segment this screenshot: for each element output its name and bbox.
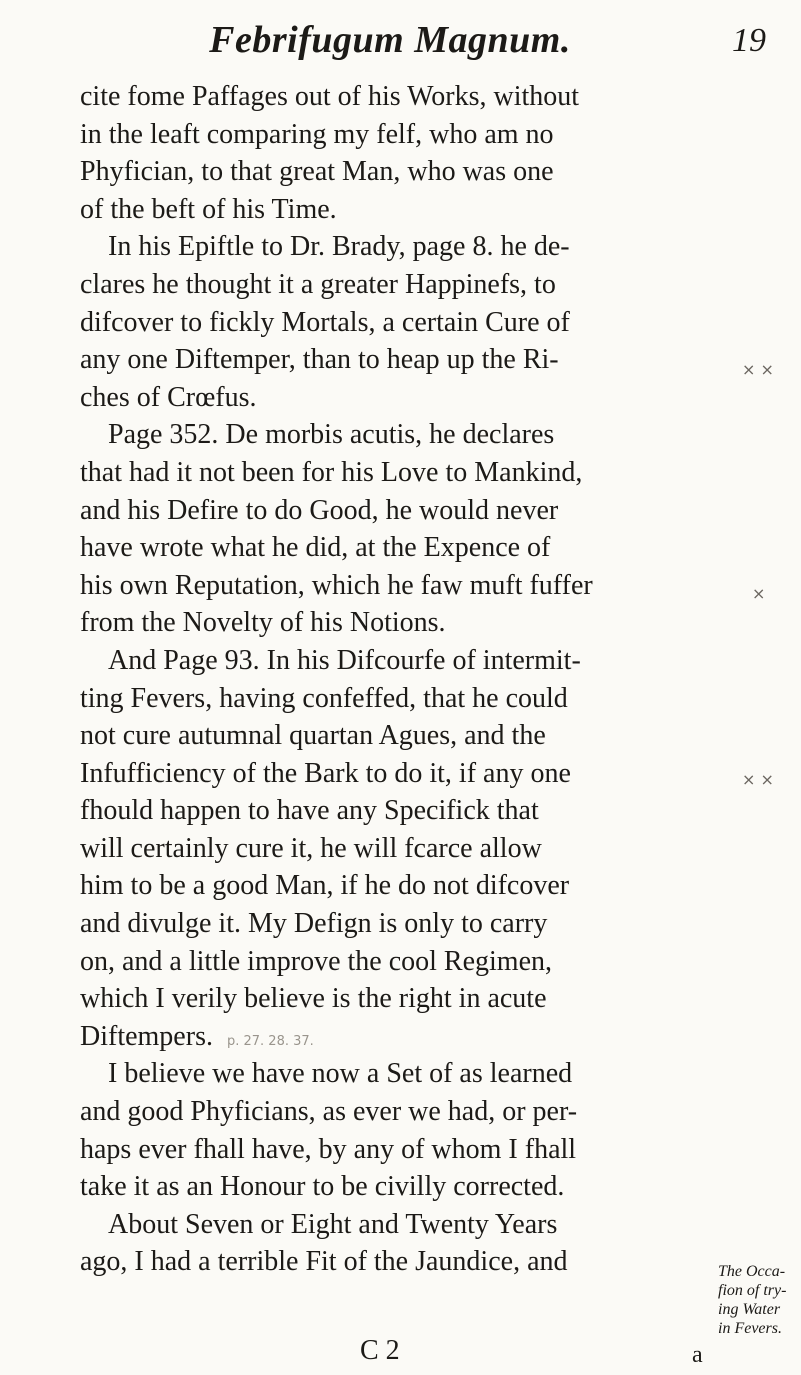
text-line: In his Epiftle to Dr. Brady, page 8. he de-	[108, 231, 570, 263]
text-line	[80, 1018, 720, 1056]
text-line: ago, I had a terrible Fit of the Jaundice, and	[80, 1246, 568, 1278]
text-line: And Page 93. In his Difcourfe of intermit-	[108, 644, 581, 676]
text-line: that had it not been for his Love to Mankind,	[80, 456, 583, 488]
text-line: and his Defire to do Good, he would never	[80, 494, 559, 526]
text-line: fhould happen to have any Specifick that	[80, 795, 539, 827]
catchword: a	[692, 1342, 703, 1368]
text-line: any one Diftemper, than to heap up the Ri-	[80, 344, 559, 376]
margin-note-line: fion of try-	[718, 1282, 787, 1299]
text-line: About Seven or Eight and Twenty Years	[108, 1208, 558, 1240]
text-line: ting Fevers, having confeffed, that he could	[80, 682, 568, 714]
page-number: 19	[732, 22, 766, 59]
margin-mark: ×	[752, 584, 766, 603]
margin-note-line: in Fevers.	[718, 1320, 782, 1337]
text-line: I believe we have now a Set of as learned	[108, 1058, 573, 1090]
text-line: him to be a good Man, if he do not difcover	[80, 870, 570, 902]
text-line: not cure autumnal quartan Agues, and the	[80, 720, 546, 752]
margin-mark: × ×	[742, 360, 774, 379]
margin-note	[718, 1262, 800, 1338]
text-line: take it as an Honour to be civilly corrected.	[80, 1171, 565, 1203]
text-line: of the beft of his Time.	[80, 193, 337, 225]
text-line: haps ever fhall have, by any of whom I fhall	[80, 1133, 577, 1165]
body-text	[80, 78, 720, 1281]
text-line: Phyfician, to that great Man, who was one	[80, 156, 554, 188]
text-line: ches of Crœfus.	[80, 381, 257, 413]
text-line: and good Phyficians, as ever we had, or per-	[80, 1096, 578, 1128]
text-line: his own Reputation, which he faw muft fuffer	[80, 569, 593, 601]
text-line: will certainly cure it, he will fcarce allow	[80, 832, 542, 864]
text-line: on, and a little improve the cool Regimen,	[80, 945, 552, 977]
text-line-fragment: Diftempers.	[80, 1020, 213, 1052]
text-line: cite fome Paffages out of his Works, without	[80, 81, 580, 112]
margin-note-line: The Occa-	[718, 1263, 786, 1280]
margin-note-line: ing Water	[718, 1301, 781, 1318]
signature-mark: C 2	[360, 1335, 400, 1366]
handwritten-annotation: p. 27. 28. 37.	[226, 1033, 314, 1049]
text-line: Infufficiency of the Bark to do it, if any one	[80, 757, 571, 789]
text-line: clares he thought it a greater Happinefs, to	[80, 268, 556, 300]
text-line: which I verily believe is the right in acute	[80, 983, 547, 1015]
text-line: and divulge it. My Defign is only to carry	[80, 908, 548, 940]
text-line: in the leaft comparing my felf, who am no	[80, 118, 554, 150]
text-line: Page 352. De morbis acutis, he declares	[108, 419, 555, 451]
text-line: have wrote what he did, at the Expence of	[80, 532, 551, 564]
running-head: Febrifugum Magnum.	[209, 19, 571, 61]
text-line: difcover to fickly Mortals, a certain Cure of	[80, 306, 570, 338]
margin-mark: × ×	[742, 770, 774, 789]
text-line: from the Novelty of his Notions.	[80, 607, 446, 639]
